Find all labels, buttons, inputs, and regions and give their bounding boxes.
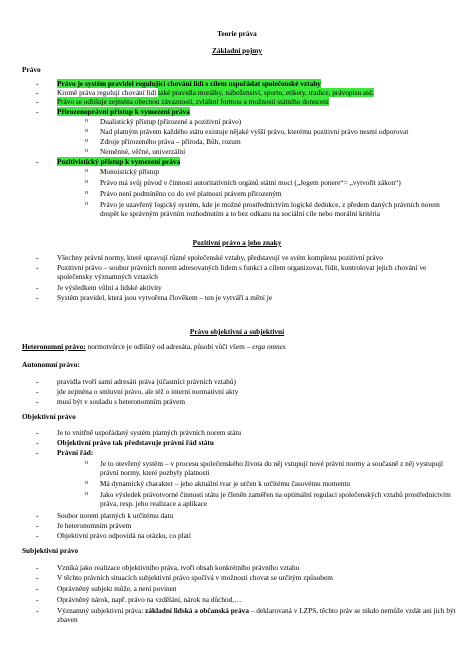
section-heading-pravo: Právo [22, 65, 41, 74]
list-item: Právo je systém pravidel regulující chování lidí s cílem uspořádat společenské vztahy [57, 79, 321, 88]
dash-bullet: - [36, 387, 39, 396]
list-item: Oprávněný nárok, např. právo na vzdělání, nárok na důchod,… [57, 595, 242, 604]
list-item: Objektivní právo odpovídá na otázku, co platí [57, 531, 191, 540]
dash-bullet: - [36, 438, 39, 447]
dash-bullet: - [36, 107, 39, 116]
list-item: Je výsledkem vůlní a lidské aktivity [57, 283, 162, 292]
dash-bullet: - [36, 293, 39, 302]
list-item: Objektivní právo tak představuje právní řád státu [57, 438, 214, 447]
circle-bullet: o [85, 491, 88, 497]
dash-bullet: - [36, 584, 39, 593]
list-item: Všechny právní normy, které upravují různé společenské vztahy, představují ve svém komplexu pozitivní právo [57, 253, 383, 262]
list-item: Právo není podmíněno co do své platnosti právem přirozeným [100, 189, 282, 198]
circle-bullet: o [85, 148, 88, 154]
dash-bullet: - [36, 563, 39, 572]
circle-bullet: o [85, 138, 88, 144]
list-item: Nad platným právem každého státu existuje nějaké vyšší právo, kterému pozitivní právo nesmí odporovat [100, 127, 409, 136]
list-item: Neměnné, věčné, univerzální [100, 147, 186, 156]
list-item: Systém pravidel, která jsou vytvořena člověkem – ten je vytváří a mění je [57, 293, 272, 302]
dash-bullet: - [36, 448, 39, 457]
heteronomni-line: Heteronomní právo: normotvůrce je odlišný od adresáta, působí vůči všem – erga omnes [22, 342, 286, 351]
dash-bullet: - [36, 595, 39, 604]
circle-bullet: o [85, 480, 88, 486]
list-item: Významný subjektivní práva: základní lidská a občanská práva – deklarovaná v LZPS, těchto práv se nikdo nemůže vzdát ani jich být zbaven [57, 606, 456, 624]
dash-bullet: - [36, 88, 39, 97]
dash-bullet: - [36, 573, 39, 582]
list-item: Monoistický přístup [100, 167, 159, 176]
dash-bullet: - [36, 606, 39, 615]
list-item: Je to vnitřně uspořádaný systém platných právních norem státu [57, 428, 242, 437]
dash-bullet: - [36, 283, 39, 292]
dash-bullet: - [36, 263, 39, 272]
list-item: Vzniká jako realizace objektivního práva, tvoří obsah konkrétního právního vztahu [57, 563, 300, 572]
list-item: Je to otevřený systém – v procesu společenského života do něj vstupují nové právní normy a současně z něj vystupují právní normy, které pozbyly platnosti [100, 459, 444, 477]
section-heading-objektivni: Právo objektivní a subjektivní [189, 327, 285, 336]
list-item: Soubor norem platných k určitému datu [57, 511, 174, 520]
dash-bullet: - [36, 253, 39, 262]
list-item: Pozitivistický přístup k vymezení práva [57, 157, 181, 166]
list-item: Má dynamický charakter – jeho aktuální tvar je určen k určitému časovému momentu [100, 479, 351, 488]
circle-bullet: o [85, 190, 88, 196]
list-item: musí být v souladu s heteronomním právem [57, 397, 186, 406]
list-item: Přirozenoprávní přístup k vymezení práva [57, 107, 190, 116]
page-title: Teorie práva [217, 29, 257, 38]
list-item: Oprávněný subjekt může, a není povinen [57, 584, 177, 593]
circle-bullet: o [85, 128, 88, 134]
circle-bullet: o [85, 201, 88, 207]
dash-bullet: - [36, 377, 39, 386]
list-item: Právní řád: [57, 448, 94, 457]
list-item: Právo se odlišuje zejména obecnou závazností, zvláštní formou a možností státního donucení [57, 97, 329, 106]
dash-bullet: - [36, 79, 39, 88]
dash-bullet: - [36, 157, 39, 166]
subjektivni-heading: Subjektivní právo [22, 546, 79, 555]
dash-bullet: - [36, 397, 39, 406]
list-item: pravidla tvoří sami adresáti práva (účastníci právních vztahů) [57, 377, 236, 386]
list-item: Právo je uzavřený logický systém, kde je možné prostřednictvím logické dedukce, z předem daných právních norem dospět ke správným právním rozhodnutím a to bez odkazu na sociální cíle nebo morální kritéria [100, 200, 440, 218]
list-item: Je heteronomním právem [57, 521, 132, 530]
list-item: jde zejména o smluvní právo, ale též o interní normativní akty [57, 387, 239, 396]
autonomni-heading: Autonomní právo: [22, 360, 80, 369]
dash-bullet: - [36, 428, 39, 437]
list-item: Právo má svůj původ v činnosti autoritativních orgánů státní moci („Jegem ponere“= „vytvořit zákon“) [100, 178, 401, 187]
circle-bullet: o [85, 118, 88, 124]
list-item: Jako výsledek právotvorné činnosti státu je členěn zaměřen na optimální regulaci společenských vztahů prostřednictvím práva, resp. jeho realizace a aplikace [100, 490, 451, 508]
circle-bullet: o [85, 460, 88, 466]
dash-bullet: - [36, 531, 39, 540]
list-item: Dualistický přístup (přirozené a pozitivní právo) [100, 117, 242, 126]
list-item: Pozitivní právo – soubor právních norem adresovaných lidem s funkcí a cílem organizovat, řídit, kontrolovat jejich chování ve společensky významných vztazích [57, 263, 427, 281]
dash-bullet: - [36, 511, 39, 520]
circle-bullet: o [85, 179, 88, 185]
section-heading-pozitivni: Pozitivní právo a jeho znaky [192, 238, 282, 247]
list-item: Zdroje přirozeného práva – příroda, Bůh, rozum [100, 137, 241, 146]
objektivni-heading: Objektivní právo [22, 412, 76, 421]
dash-bullet: - [36, 521, 39, 530]
dash-bullet: - [36, 97, 39, 106]
list-item: V těchto právních situacích subjektivní právo spočívá v možnosti chovat se určitým způsobem [57, 573, 333, 582]
page-subtitle: Základní pojmy [211, 46, 263, 55]
list-item: Kromě práva regulují chování lidí také pravidla morálky, náboženství, sportu, etikety, tradice, právopisu atd. [57, 88, 374, 97]
circle-bullet: o [85, 168, 88, 174]
